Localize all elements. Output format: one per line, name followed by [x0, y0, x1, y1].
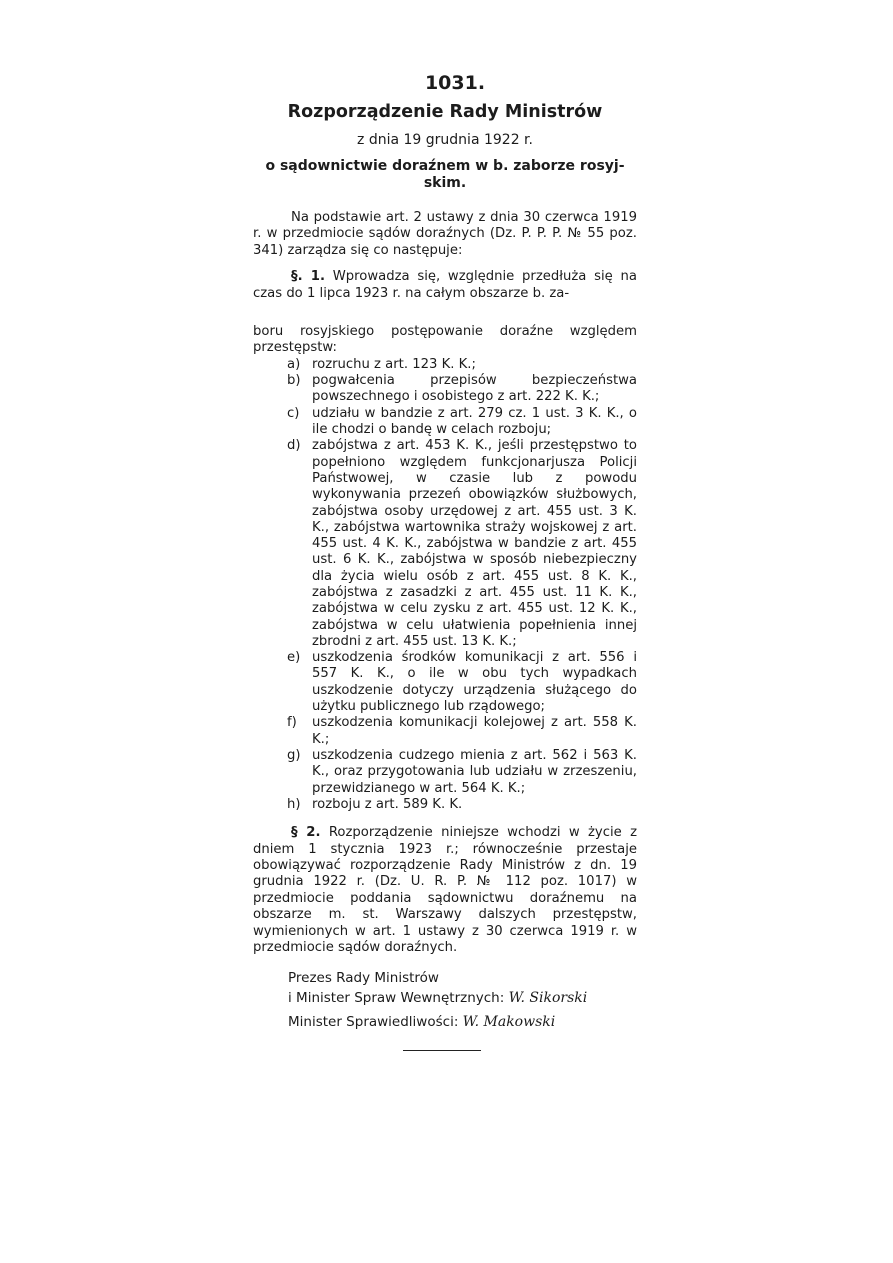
- offence-list: [253, 357, 637, 813]
- document-subject: [253, 158, 637, 192]
- list-item: [287, 650, 637, 715]
- document-title: Rozporządzenie Rady Ministrów: [287, 102, 603, 122]
- closing-rule: [403, 1050, 481, 1051]
- document-number: 1031.: [424, 72, 486, 94]
- list-item-label: e): [287, 650, 301, 666]
- list-item-text: uszkodzenia komunikacji kolejowej z art. 558 K. K.;: [312, 715, 637, 747]
- list-item-label: h): [287, 796, 301, 812]
- preamble-paragraph: Na podstawie art. 2 ustawy z dnia 30 czerwca 1919 r. w przedmiocie sądów doraźnych (Dz. P. P. P. № 55 poz. 341) zarządza się co następuje:: [253, 210, 637, 258]
- list-item-text: pogwałcenia przepisów bezpieczeństwa powszechnego i osobistego z art. 222 K. K.;: [312, 373, 637, 405]
- section-2-paragraph: [253, 825, 637, 956]
- section-1-paragraph: [253, 269, 637, 302]
- list-item: [287, 357, 637, 373]
- list-item-label: a): [287, 356, 301, 372]
- list-item-text: zabójstwa z art. 453 K. K., jeśli przestępstwo to popełniono względem funkcjonarjusza Policji Państwowej, w czasie lub z powodu wykonywania przezeń obowiązków służbowych, zabójstwa osoby urzędowej z art. 455 ust. 3 K. K., zabójstwa wartownika straży wojskowej z art. 455 ust. 4 K. K., zabójstwa w bandzie z art. 455 ust. 6 K. K., zabójstwa w sposób niebezpieczny dla życia wielu osób z art. 455 ust. 8 K. K., zabójstwa z zasadzki z art. 455 ust. 11 K. K., zabójstwa w celu zysku z art. 455 ust. 12 K. K., zabójstwa w celu ułatwienia popełnienia innej zbrodni z art. 455 ust. 13 K. K.;: [312, 438, 637, 649]
- section-1-text-part1: Wprowadza się, względnie przedłuża się na czas do 1 lipca 1923 r. na całym obszarze b. za-: [253, 269, 637, 301]
- document-page: [253, 70, 637, 1051]
- list-item: [287, 373, 637, 406]
- list-item-label: d): [287, 438, 301, 454]
- signature-line-3: [288, 1012, 637, 1032]
- list-item-text: rozboju z art. 589 K. K.: [312, 796, 463, 812]
- list-item: [287, 406, 637, 439]
- document-date: z dnia 19 grudnia 1922 r.: [357, 132, 533, 148]
- list-item-label: g): [287, 747, 301, 763]
- section-1-mark: §. 1.: [291, 269, 325, 285]
- list-item-label: f): [287, 715, 297, 731]
- signature-line-2: [288, 988, 637, 1008]
- list-item: [287, 715, 637, 748]
- list-item-label: b): [287, 373, 301, 389]
- list-item: [287, 748, 637, 797]
- list-item: [287, 438, 637, 650]
- section-2-text: Rozporządzenie niniejsze wchodzi w życie z dniem 1 stycznia 1923 r.; równocześnie przestaje obowiązywać rozporządzenie Rady Ministrów z dn. 19 grudnia 1922 r. (Dz. U. R. P. № 112 poz. 1017) w przedmiocie poddania sądownictwu doraźnemu na obszarze m. st. Warszawy dalszych przestępstw, wymienionych w art. 1 ustawy z 30 czerwca 1919 r. w przedmiocie sądów doraźnych.: [253, 825, 637, 955]
- subject-line-2: skim.: [423, 175, 467, 191]
- signature-2-name: W. Sikorski: [508, 990, 588, 1007]
- signature-line-1: Prezes Rady Ministrów: [288, 970, 439, 987]
- signature-3-name: W. Makowski: [462, 1014, 556, 1031]
- list-item-text: uszkodzenia cudzego mienia z art. 562 i 563 K. K., oraz przygotowania lub udziału w zrzeszeniu, przewidzianego w art. 564 K. K.;: [312, 747, 637, 796]
- list-item-text: udziału w bandzie z art. 279 cz. 1 ust. 3 K. K., o ile chodzi o bandę w celach rozboju;: [312, 405, 637, 438]
- section-2-mark: § 2.: [291, 825, 321, 841]
- list-item-text: uszkodzenia środków komunikacji z art. 556 i 557 K. K., o ile w obu tych wypadkach uszkodzenie dotyczy urządzenia służącego do użytku publicznego lub rządowego;: [312, 650, 637, 715]
- signature-2-label: i Minister Spraw Wewnętrznych:: [288, 990, 505, 1007]
- signature-3-label: Minister Sprawiedliwości:: [288, 1014, 459, 1031]
- list-item-text: rozruchu z art. 123 K. K.;: [312, 356, 476, 372]
- section-1-continuation: boru rosyjskiego postępowanie doraźne względem przestępstw:: [253, 324, 637, 356]
- list-item: [287, 797, 637, 813]
- subject-line-1: o sądownictwie doraźnem w b. zaborze rosyj-: [265, 158, 625, 174]
- list-item-label: c): [287, 405, 300, 421]
